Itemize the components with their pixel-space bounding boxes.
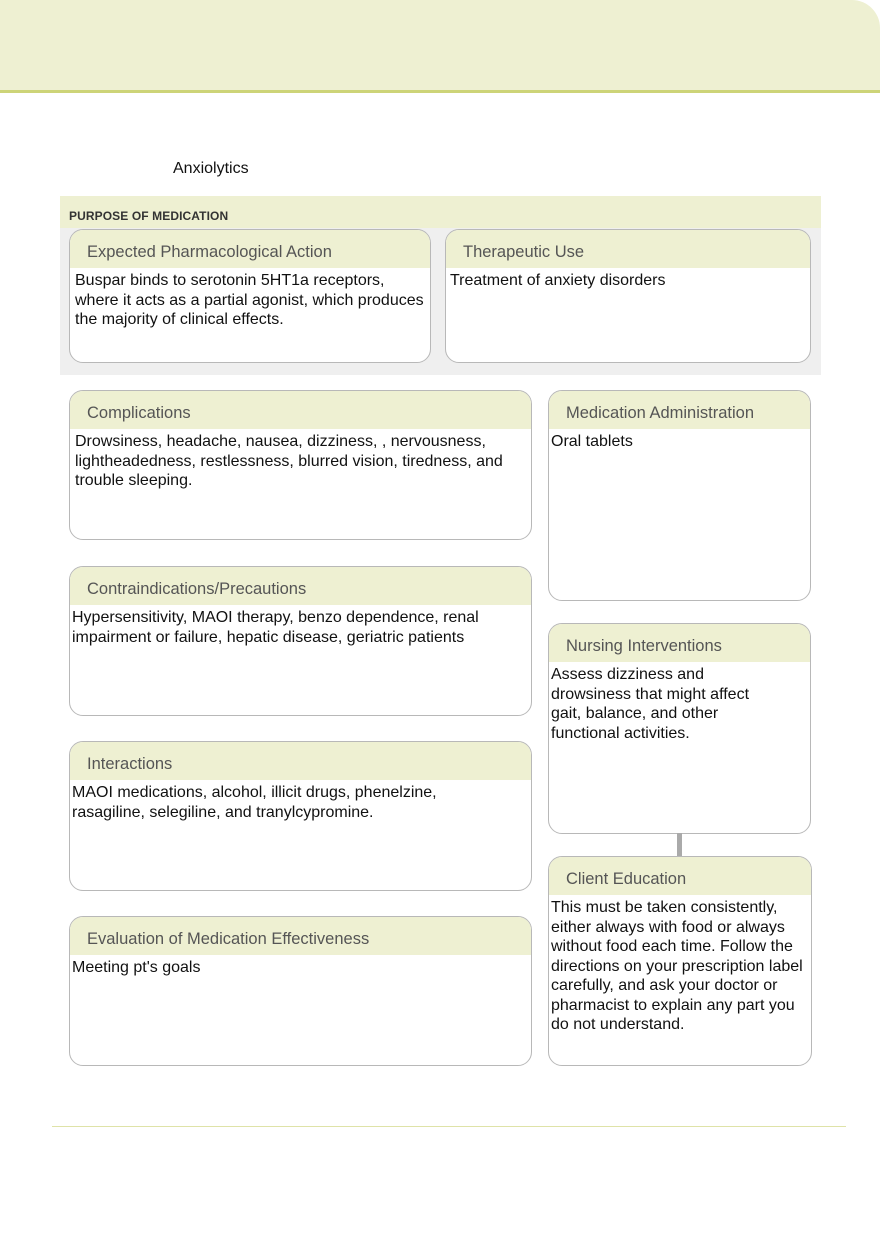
box-body: Oral tablets: [551, 433, 633, 450]
box-body: Drowsiness, headache, nausea, dizziness, , nervousness, lightheadedness, restlessness, blurred vision, tiredness, and trouble sleeping.: [75, 433, 503, 489]
box-body: This must be taken consistently, either always with food or always without food each time. Follow the directions on your prescription label carefully, and ask your doctor or pharmacist to explain any part you do not understand.: [551, 899, 803, 1033]
expected-action-box: [69, 229, 431, 363]
box-title: Complications: [87, 404, 191, 422]
box-body: Treatment of anxiety disorders: [450, 272, 666, 289]
box-body: Buspar binds to serotonin 5HT1a receptors, where it acts as a partial agonist, which produces the majority of clinical effects.: [75, 272, 424, 328]
interactions-box: [69, 741, 532, 891]
evaluation-box: [69, 916, 532, 1066]
nursing-interventions-box: [548, 623, 811, 834]
box-title: Evaluation of Medication Effectiveness: [87, 930, 370, 948]
therapeutic-use-box: [445, 229, 811, 363]
box-title: Therapeutic Use: [463, 243, 585, 261]
connector-line: [677, 833, 682, 856]
client-education-box: [548, 856, 812, 1066]
complications-box: [69, 390, 532, 540]
box-body: Meeting pt's goals: [72, 959, 201, 976]
box-body: MAOI medications, alcohol, illicit drugs, phenelzine, rasagiline, selegiline, and tranylcypromine.: [72, 784, 437, 821]
contraindications-box: [69, 566, 532, 716]
box-title: Medication Administration: [566, 404, 755, 422]
footer-divider: [52, 1126, 846, 1127]
box-title: Client Education: [566, 870, 687, 888]
purpose-header: [60, 196, 821, 228]
header-band: [0, 0, 880, 93]
medication-class: Anxiolytics: [173, 160, 249, 177]
box-body: Hypersensitivity, MAOI therapy, benzo dependence, renal impairment or failure, hepatic disease, geriatric patients: [72, 609, 479, 646]
purpose-title: PURPOSE OF MEDICATION: [69, 209, 229, 223]
box-title: Expected Pharmacological Action: [87, 243, 332, 261]
medication-administration-box: [548, 390, 811, 601]
box-body: Assess dizziness and drowsiness that might affect gait, balance, and other functional activities.: [551, 666, 750, 742]
box-title: Contraindications/Precautions: [87, 580, 307, 598]
box-title: Interactions: [87, 755, 173, 773]
box-title: Nursing Interventions: [566, 637, 722, 655]
